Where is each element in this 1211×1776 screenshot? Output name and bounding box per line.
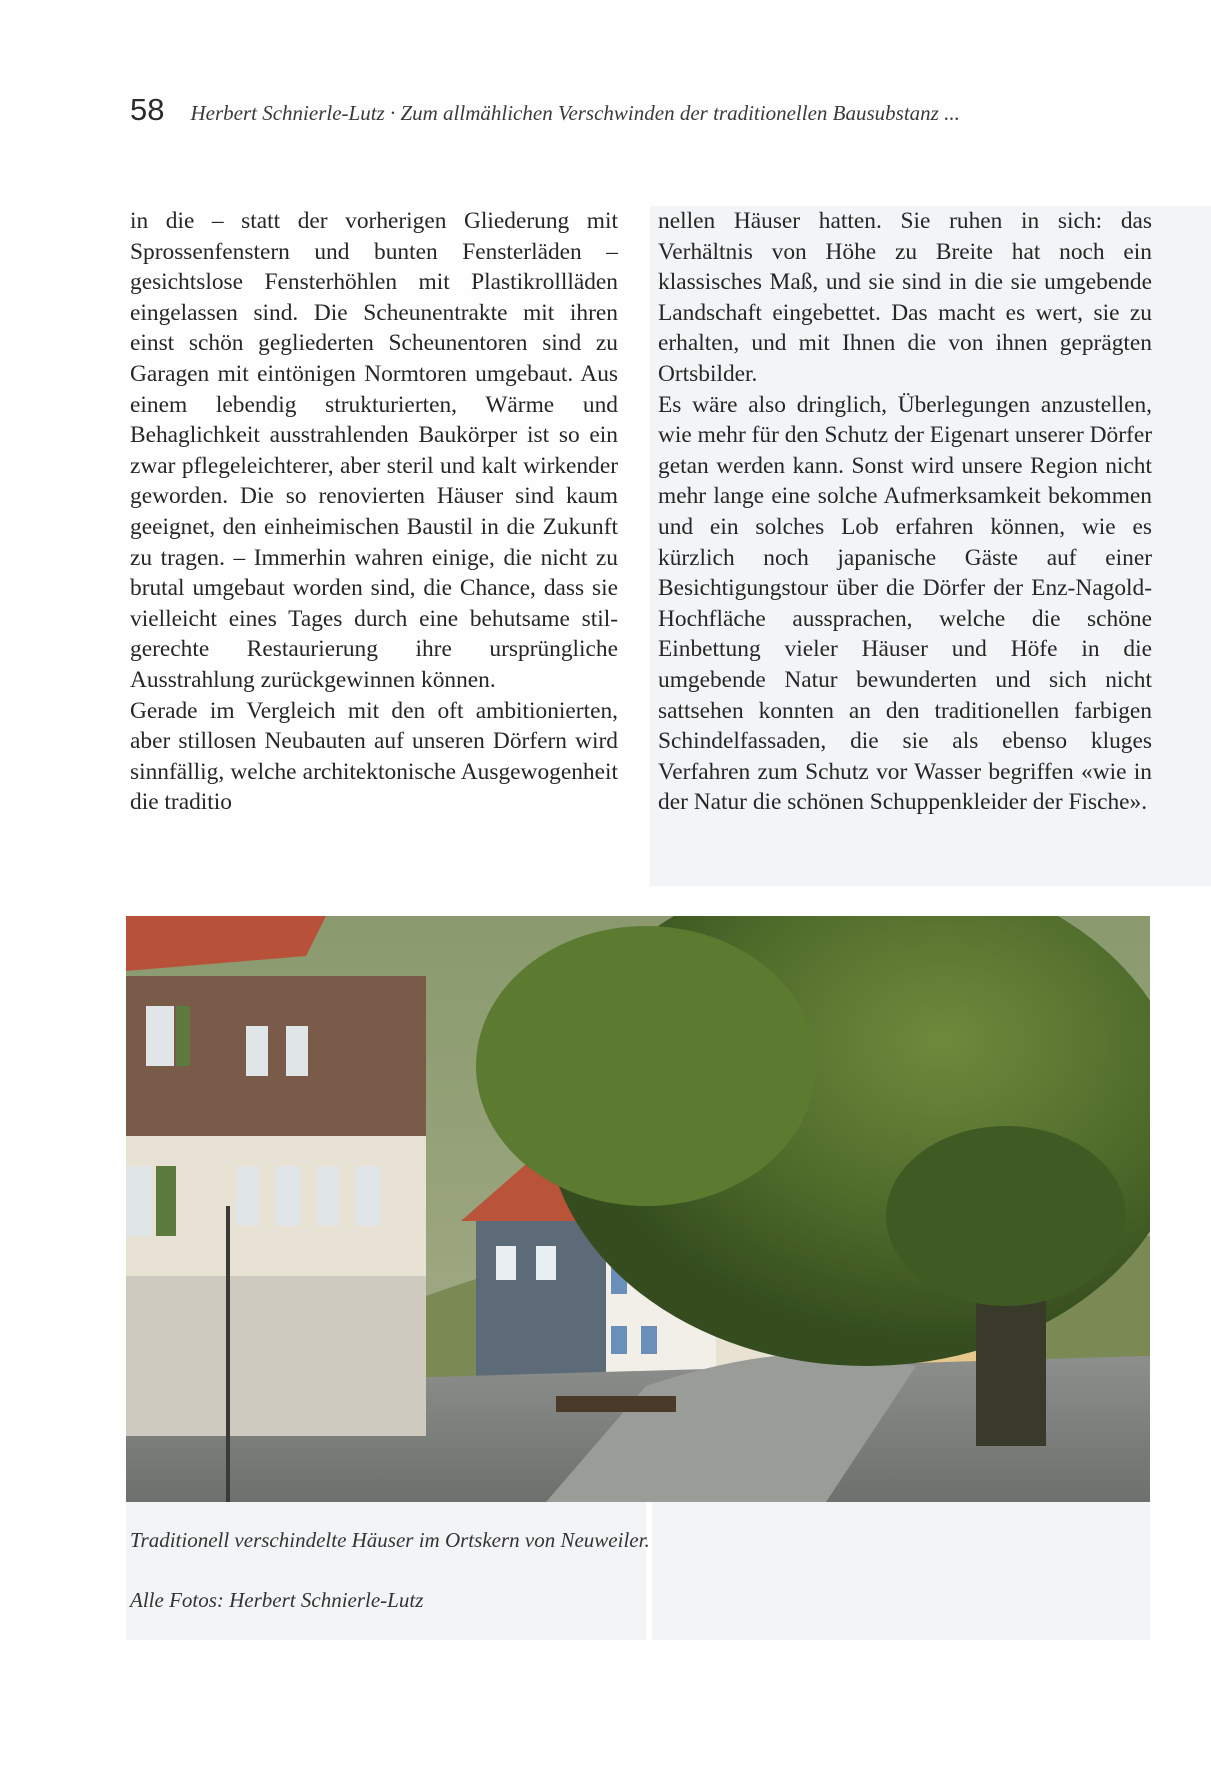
left-paragraph-2: Gerade im Vergleich mit den oft ambitionierten, aber stillosen Neubauten auf unseren Dörfern wird sinnfällig, welche architektonische Ausgewogenheit die traditio bbox=[130, 697, 618, 816]
photo-caption: Traditionell verschindelte Häuser im Ortskern von Neuweiler. bbox=[130, 1528, 650, 1552]
running-header bbox=[130, 92, 1120, 142]
scan-shade-bottom-right bbox=[652, 1500, 1150, 1640]
right-text-column bbox=[658, 206, 1152, 818]
right-paragraph-2: Es wäre also dringlich, Überlegungen anzustellen, wie mehr für den Schutz der Eigenart unserer Dörfer getan werden kann. Sonst wird unsere Region nicht mehr lange eine solche Aufmerksamkeit bekommen und ein solches Lob erfahren können, wie es kürzlich noch japanische Gäste auf einer Besichtigungstour über die Dörfer der Enz-Nagold-Hochfläche aussprachen, welche die schöne Einbettung vieler Häuser und Höfe in die umgebende Natur bewunderten und sich nicht sattsehen konnten an den traditionellen farbigen Schindelfassaden, die sie als ebenso kluges Verfahren zum Schutz vor Wasser begriffen «wie in der Natur die schönen Schuppenkleider der Fische». bbox=[658, 391, 1152, 816]
scan-shade-bottom-left bbox=[126, 1500, 646, 1640]
right-paragraph-1: nellen Häuser hatten. Sie ruhen in sich: das Verhältnis von Höhe zu Breite hat noch ein klassisches Maß, und sie sind in die sie umgebende Landschaft eingebettet. Das macht es wert, sie zu erhalten, und mit Ihnen die von ihnen geprägten Ortsbilder. bbox=[658, 208, 1152, 387]
photo-credit: Alle Fotos: Herbert Schnierle-Lutz bbox=[130, 1588, 424, 1612]
page-number: 58 bbox=[130, 92, 165, 127]
left-text-column bbox=[130, 206, 618, 818]
running-title: Herbert Schnierle-Lutz · Zum allmählichen Verschwinden der traditionellen Bausubstanz ... bbox=[190, 101, 960, 125]
left-paragraph-1: in die – statt der vorherigen Gliederung mit Sprossenfenstern und bunten Fensterläden – gesichtslose Fensterhöhlen mit Plastikrollläden eingelassen sind. Die Scheunentrakte mit ihren einst schön gegliederten Scheunentoren sind zu Garagen mit eintönigen Normtoren umgebaut. Aus einem lebendig strukturierten, Wärme und Behaglichkeit ausstrahlenden Baukörper ist so ein zwar pflegeleichterer, aber steril und kalt wirkender geworden. Die so renovierten Häuser sind kaum geeignet, den einheimischen Baustil in die Zukunft zu tragen. – Immerhin wahren einige, die nicht zu brutal umgebaut worden sind, die Chance, dass sie vielleicht eines Tages durch eine behutsame stilgerechte Restaurierung ihre ursprüngliche Ausstrahlung zurückgewinnen können. bbox=[130, 208, 618, 693]
village-photo bbox=[126, 916, 1150, 1502]
